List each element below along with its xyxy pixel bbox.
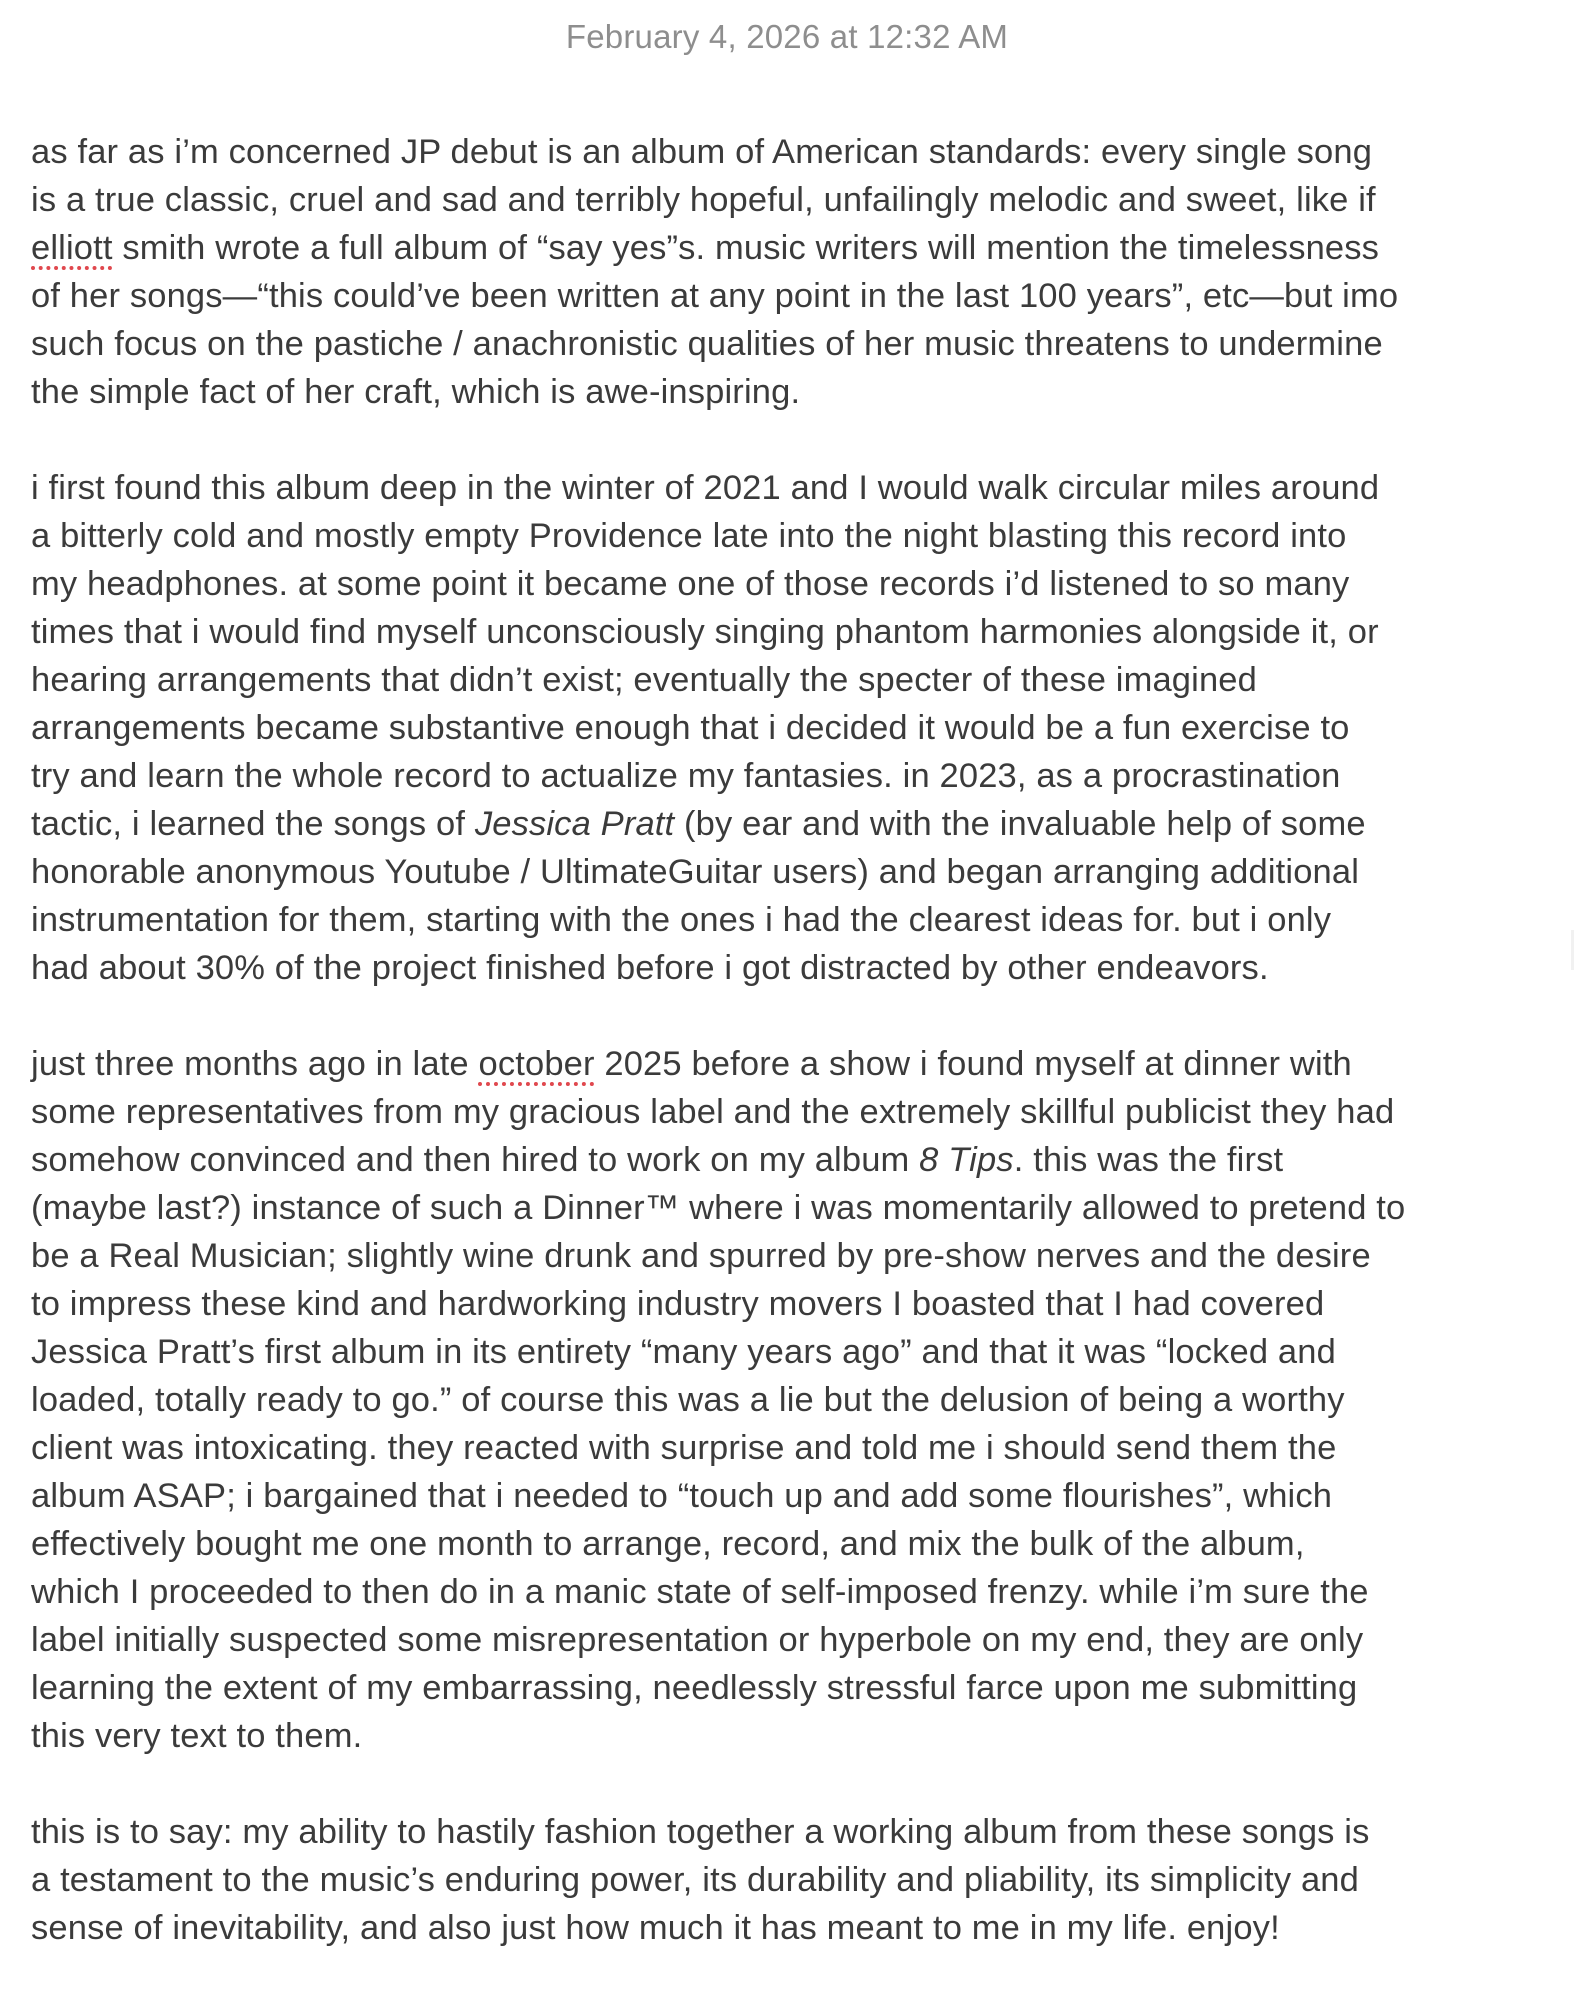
text-run: such focus on the pastiche / anachronistic qualities of her music threatens to undermine xyxy=(31,325,1383,363)
text-run: arrangements became substantive enough that i decided it would be a fun exercise to xyxy=(31,709,1350,747)
text-line xyxy=(31,1280,1561,1328)
italic-title: 8 Tips xyxy=(919,1141,1014,1179)
text-line xyxy=(31,1664,1561,1712)
text-run: 2025 before a show i found myself at dinner with xyxy=(594,1045,1352,1083)
text-run: try and learn the whole record to actualize my fantasies. in 2023, as a procrastination xyxy=(31,757,1341,795)
text-run: hearing arrangements that didn’t exist; eventually the specter of these imagined xyxy=(31,661,1257,699)
text-run: honorable anonymous Youtube / UltimateGuitar users) and began arranging additional xyxy=(31,853,1360,891)
timestamp: February 4, 2026 at 12:32 AM xyxy=(565,18,1009,55)
text-line xyxy=(31,896,1561,944)
text-run: (by ear and with the invaluable help of some xyxy=(674,805,1366,843)
text-run: this is to say: my ability to hastily fashion together a working album from these songs is xyxy=(31,1813,1370,1851)
text-run: i first found this album deep in the winter of 2021 and I would walk circular miles around xyxy=(31,469,1380,507)
text-line xyxy=(31,512,1561,560)
text-line xyxy=(31,368,1561,416)
text-line xyxy=(31,1904,1561,1952)
text-line xyxy=(31,1376,1561,1424)
note-paragraph xyxy=(31,1808,1561,1952)
text-run: somehow convinced and then hired to work on my album xyxy=(31,1141,920,1179)
text-line xyxy=(31,1136,1561,1184)
misspelled-word: elliott xyxy=(31,229,113,267)
note-paragraph xyxy=(31,464,1561,992)
text-run: the simple fact of her craft, which is awe-inspiring. xyxy=(31,373,801,411)
text-run: . this was the first xyxy=(1013,1141,1284,1179)
text-run: is a true classic, cruel and sad and terribly hopeful, unfailingly melodic and sweet, like if xyxy=(31,181,1376,219)
note-body[interactable] xyxy=(31,128,1561,2000)
text-run: smith wrote a full album of “say yes”s. music writers will mention the timelessness xyxy=(112,229,1380,267)
text-line xyxy=(31,464,1561,512)
text-line xyxy=(31,944,1561,992)
note-paragraph xyxy=(31,128,1561,416)
text-run: loaded, totally ready to go.” of course this was a lie but the delusion of being a worthy xyxy=(31,1381,1345,1419)
text-run: a bitterly cold and mostly empty Providence late into the night blasting this record into xyxy=(31,517,1347,555)
text-run: Jessica Pratt’s first album in its entirety “many years ago” and that it was “locked and xyxy=(31,1333,1336,1371)
text-line xyxy=(31,128,1561,176)
note-paragraph xyxy=(31,1040,1561,1760)
text-run: label initially suspected some misrepresentation or hyperbole on my end, they are only xyxy=(31,1621,1364,1659)
text-run: (maybe last?) instance of such a Dinner™ where i was momentarily allowed to pretend to xyxy=(31,1189,1406,1227)
text-run: times that i would find myself unconsciously singing phantom harmonies alongside it, or xyxy=(31,613,1379,651)
text-run: instrumentation for them, starting with the ones i had the clearest ideas for. but i only xyxy=(31,901,1332,939)
text-line xyxy=(31,176,1561,224)
text-line xyxy=(31,1184,1561,1232)
text-run: this very text to them. xyxy=(31,1717,363,1755)
text-run: sense of inevitability, and also just how much it has meant to me in my life. enjoy! xyxy=(31,1909,1280,1947)
text-run: as far as i’m concerned JP debut is an album of American standards: every single song xyxy=(31,133,1373,171)
text-run: just three months ago in late xyxy=(31,1045,479,1083)
text-run: my headphones. at some point it became one of those records i’d listened to so many xyxy=(31,565,1350,603)
text-line xyxy=(31,560,1561,608)
text-line xyxy=(31,1808,1561,1856)
text-run: had about 30% of the project finished before i got distracted by other endeavors. xyxy=(31,949,1269,987)
text-line xyxy=(31,272,1561,320)
text-line xyxy=(31,320,1561,368)
text-run: some representatives from my gracious label and the extremely skillful publicist they had xyxy=(31,1093,1395,1131)
text-line xyxy=(31,1616,1561,1664)
text-run: effectively bought me one month to arrange, record, and mix the bulk of the album, xyxy=(31,1525,1305,1563)
text-run: tactic, i learned the songs of xyxy=(31,805,475,843)
text-line xyxy=(31,848,1561,896)
text-line xyxy=(31,704,1561,752)
text-line xyxy=(31,1712,1561,1760)
text-run: which I proceeded to then do in a manic state of self-imposed frenzy. while i’m sure the xyxy=(31,1573,1369,1611)
text-line xyxy=(31,1088,1561,1136)
text-line xyxy=(31,224,1561,272)
text-run: client was intoxicating. they reacted with surprise and told me i should send them the xyxy=(31,1429,1337,1467)
text-line xyxy=(31,1520,1561,1568)
misspelled-word: october xyxy=(478,1045,595,1083)
italic-title: Jessica Pratt xyxy=(474,805,675,843)
text-line xyxy=(31,1328,1561,1376)
text-line xyxy=(31,1232,1561,1280)
text-run: to impress these kind and hardworking industry movers I boasted that I had covered xyxy=(31,1285,1325,1323)
text-run: learning the extent of my embarrassing, needlessly stressful farce upon me submitting xyxy=(31,1669,1358,1707)
text-line xyxy=(31,1856,1561,1904)
text-line xyxy=(31,752,1561,800)
text-line xyxy=(31,608,1561,656)
text-run: of her songs—“this could’ve been written at any point in the last 100 years”, etc—but imo xyxy=(31,277,1399,315)
text-run: album ASAP; i bargained that i needed to “touch up and add some flourishes”, which xyxy=(31,1477,1333,1515)
text-line xyxy=(31,1472,1561,1520)
text-line xyxy=(31,1424,1561,1472)
text-run: be a Real Musician; slightly wine drunk and spurred by pre-show nerves and the desire xyxy=(31,1237,1371,1275)
text-line xyxy=(31,1568,1561,1616)
text-run: a testament to the music’s enduring power, its durability and pliability, its simplicity and xyxy=(31,1861,1359,1899)
text-line xyxy=(31,1040,1561,1088)
text-line xyxy=(31,800,1561,848)
text-line xyxy=(31,656,1561,704)
